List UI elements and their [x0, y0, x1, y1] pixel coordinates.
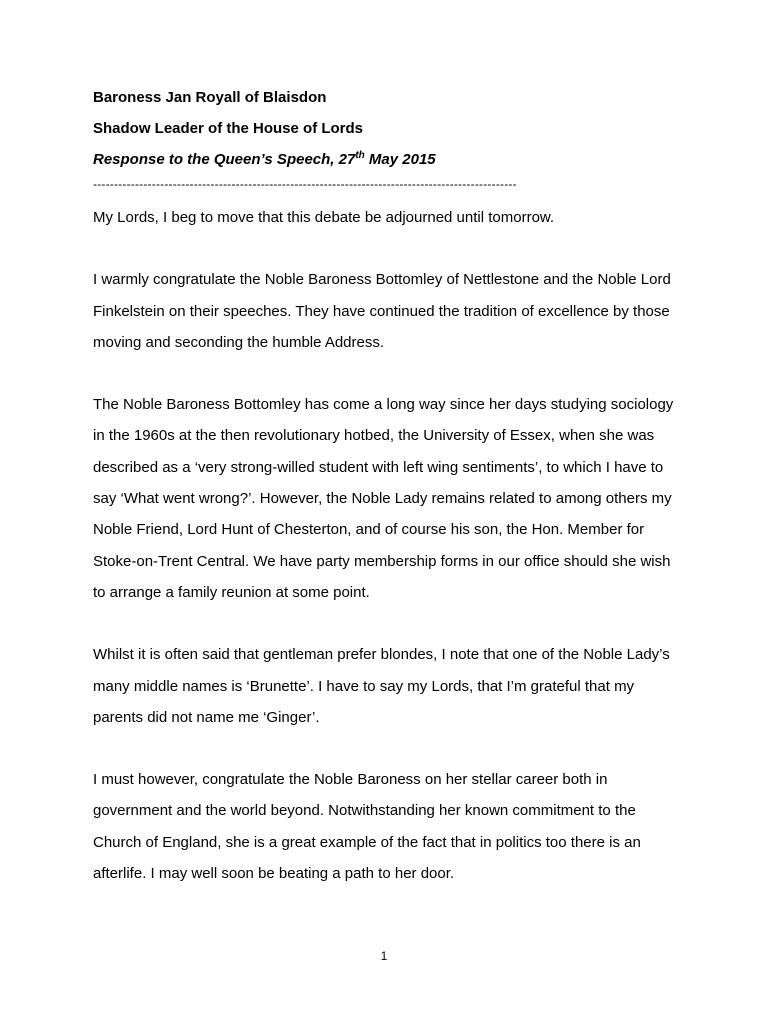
subtitle-prefix: Response to the Queen’s Speech, 27 — [93, 151, 356, 168]
separator-line: ----------------------------------------------------------------------------------------------------- — [93, 177, 517, 191]
paragraph: Whilst it is often said that gentleman prefer blondes, I note that one of the Noble Lady’s many middle names is ‘Brunette’. I have to say my Lords, that I’m grateful that my parents did not name me ‘Ginger’. — [93, 646, 670, 726]
paragraph: I warmly congratulate the Noble Baroness Bottomley of Nettlestone and the Noble Lord Finkelstein on their speeches. They have continued the tradition of excellence by those moving and seconding the humble Address. — [93, 271, 671, 351]
subtitle-suffix: May 2015 — [364, 151, 436, 168]
speech-subtitle — [93, 150, 678, 172]
page-number: 1 — [380, 949, 388, 963]
subtitle-ordinal: th — [355, 150, 365, 161]
speaker-name: Baroness Jan Royall of Blaisdon — [93, 89, 327, 106]
paragraph: The Noble Baroness Bottomley has come a long way since her days studying sociology in the 1960s at the then revolutionary hotbed, the University of Essex, when she was described as a ‘very strong-willed student with left wing sentiments’, to which I have to say ‘What went wrong?’. However, the Noble Lady remains related to among others my Noble Friend, Lord Hunt of Chesterton, and of course his son, the Hon. Member for Stoke-on-Trent Central. We have party membership forms in our office should she wish to arrange a family reunion at some point. — [93, 396, 674, 601]
paragraph: I must however, congratulate the Noble Baroness on her stellar career both in government and the world beyond. Notwithstanding her known commitment to the Church of England, she is a great example of the fact that in politics too there is an afterlife. I may well soon be beating a path to her door. — [93, 771, 641, 883]
speaker-role: Shadow Leader of the House of Lords — [93, 120, 364, 137]
paragraph: My Lords, I beg to move that this debate be adjourned until tomorrow. — [93, 209, 555, 226]
document-body — [93, 88, 678, 920]
